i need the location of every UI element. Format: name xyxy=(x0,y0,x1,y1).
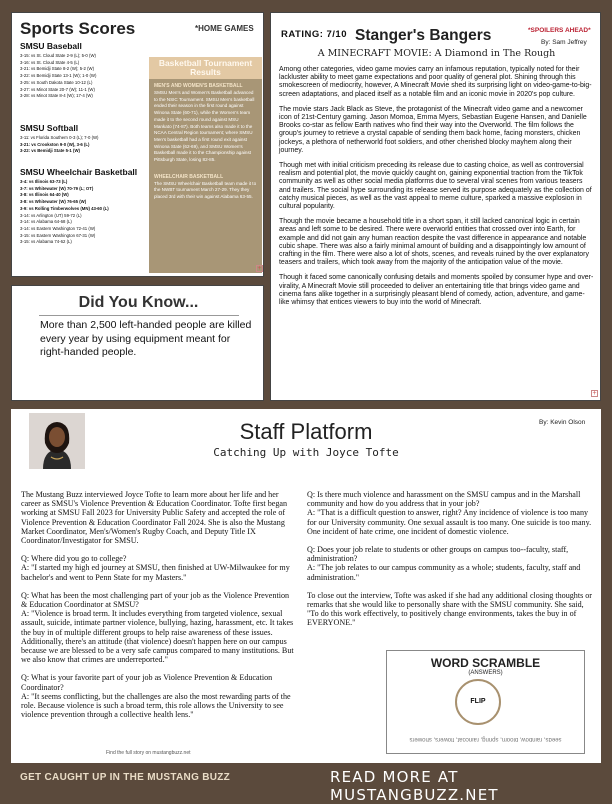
score-line: 3-22: vs Bemidji State 5-1 (W) xyxy=(20,148,80,154)
sports-scores-panel xyxy=(11,12,264,277)
stangers-bangers-panel xyxy=(270,12,601,401)
word-scramble-box xyxy=(386,650,585,754)
review-subtitle: A MINECRAFT MOVIE: A Diamond in The Rough xyxy=(317,48,556,59)
wheelchair-basketball-text: The SMSU Wheelchair Basketball team made it to the NWBT tournament March 27-29. They they placed 3rd with their win against Alabama 63-55. xyxy=(154,180,257,200)
word-scramble-subtitle: (ANSWERS) xyxy=(468,670,503,676)
footer-website[interactable]: READ MORE AT MUSTANGBUZZ.NET xyxy=(330,768,499,804)
score-line: 3-27: vs Minot State 20-7 (W); 11-1 (W) xyxy=(20,86,95,92)
staff-platform-panel xyxy=(11,409,601,763)
sports-scores-title: Sports Scores xyxy=(20,19,136,38)
interview-paragraph: Q: Is there much violence and harassment on the SMSU campus and in the Marshall community and how do you address that in your job? A: "That is a difficult question to answer, right? Any incidence of violence is too many for our University community. One sexual assault is too many. One suicide is too many. One incident of hate crime, one incident of domestic violence. xyxy=(307,490,592,536)
review-byline: By: Sam Jeffrey xyxy=(541,39,587,46)
score-line: 3-4: vs Illinois 63-73 (L) xyxy=(20,179,68,184)
wheelchair-heading: SMSU Wheelchair Basketball xyxy=(20,167,138,177)
interview-right-column xyxy=(307,490,592,637)
softball-heading: SMSU Softball xyxy=(20,123,79,133)
baseball-heading: SMSU Baseball xyxy=(20,41,82,51)
interview-paragraph: The Mustang Buzz interviewed Joyce Tofte to learn more about her life and her career as SMSU's Violence Prevention & Education Coordinator. Tofte first began working at SMSU Fall 2023 for University Public Safety and accepted the role of Violence Prevention & Education Coordinator Fall 2024. She is also the Mustang Market Coordinator, Men's/Women's Rugby Coach, and Deputy Title IX Coordinator/Investigator for SMSU. xyxy=(21,490,288,546)
review-body xyxy=(279,66,595,314)
review-paragraph: The movie stars Jack Black as Steve, the protagonist of the Minecraft video game and a newcomer icon of 21st-Century gaming. Jason Momoa, Emma Myers, Sebastian Eugene Hansen, and Danielle Brooks co-star as fellow Earth natives who find their way into the Overworld. The film follows the group's journey to retrieve a crystal capable of sending them back home, facing monsters, chicken jockeys, a plethora of netherworld foot soldiers, and other cherished blocky mayhem along their journey. xyxy=(279,105,587,154)
wheelchair-scores xyxy=(20,167,138,246)
stangers-bangers-title: Stanger's Bangers xyxy=(355,27,492,44)
wheelchair-basketball-heading: WHEELCHAIR BASKETBALL xyxy=(154,173,224,180)
full-story-link[interactable]: Find the full story on mustangbuzz.net xyxy=(106,750,191,756)
staff-platform-subtitle: Catching Up with Joyce Tofte xyxy=(213,446,399,459)
word-scramble-answers: seeds, rainbow, bloom, spring, raincoat, flowers, showers xyxy=(409,736,562,742)
did-you-know-title: Did You Know... xyxy=(12,294,265,316)
continue-plus-icon[interactable]: + xyxy=(592,390,597,397)
score-line: 3-9: vs Rolling Timberwolves (MN) 43-60 (L) xyxy=(20,205,109,211)
score-line: 3-14: vs Arlington (UT) 59-72 (L) xyxy=(20,212,82,218)
review-paragraph: Among other categories, video game movies carry an infamous reputation, typically noted for their lackluster ability to meet game expectations and poor quality of general plot. Shining through this smokescreen of mediocrity, however, A Minecraft Movie shed its surprising light on video-game-to-big-screen adaptations, and placed itself as a notable film and an iconic movie in 2020's pop culture. xyxy=(279,66,592,98)
score-line: 3-15: vs Alabama 74-62 (L) xyxy=(20,239,72,245)
word-scramble-title: WORD SCRAMBLE xyxy=(430,656,541,670)
score-line: 3-28: vs Minot State 8-4 (W); 17-4 (W) xyxy=(20,93,93,99)
score-line: 3-7: vs Whitewater (W) 70-79 (L; OT) xyxy=(20,185,94,191)
softball-scores xyxy=(20,123,135,155)
score-line: 3-8: vs Illinois 64-40 (W) xyxy=(20,192,69,198)
staff-byline: By: Kevin Olson xyxy=(539,419,586,426)
score-line: 3-16: vs St. Cloud State 4-5 (L) xyxy=(20,59,80,65)
score-line: 3-21: vs Bemidji State 8-2 (W); 5-2 (W) xyxy=(20,66,95,72)
interview-paragraph: Q: Does your job relate to students or other groups on campus too--faculty, staff, administration? A: "The job relates to our campus community as a whole; students, faculty, staff and administration." xyxy=(307,545,581,582)
interview-left-column xyxy=(21,490,296,728)
score-line: 3-21: vs Crookston 9-0 (W), 3-6 (L) xyxy=(20,141,90,147)
score-line: 3-8: vs Whitewater (W) 76-65 (W) xyxy=(20,199,87,205)
tournament-results-heading: Basketball Tournament Results xyxy=(149,57,262,79)
review-paragraph: Though the movie became a household title in a short span, it still lacked canonical logic in certain areas and left some to be desired. There were overworld entities that crossed over into Earth, for example and did not gain any human reaction despite the vast difference in appearance and notable cubic shape. There was also a fairly minimal amount of building and a disappointingly low amount of crafting in the film. There were also a lot of shots, scenes, and reveals ruined by the over explanatory teasers and trailers, which took away from the majority of the anticipation value of the movie. xyxy=(279,218,589,267)
mw-basketball-heading: MEN'S AND WOMEN'S BASKETBALL xyxy=(154,83,243,89)
home-games-note: *HOME GAMES xyxy=(195,24,254,33)
score-line: 3-22: vs Bemidji State 13-1 (W); 1-0 (W) xyxy=(20,73,97,79)
score-line: 3-25: vs South Dakota State 10-12 (L) xyxy=(20,79,93,85)
review-paragraph: Though it faced some canonically confusing details and moments spoiled by consumer hype and over-virality, A Minecraft Movie still proceeded to deliver an entertaining title that brings video game and cinema fans alike together in a surprisingly pleasant blend of comedy, action, adventure, and game-like whimsy that entices viewers to buy into the world of Minecraft. xyxy=(279,274,594,307)
did-you-know-fact: More than 2,500 left-handed people are killed every year by using equipment meant for right-handed people. xyxy=(40,319,252,359)
staff-platform-title: Staff Platform xyxy=(239,419,373,444)
movie-rating: RATING: 7/10 xyxy=(281,29,348,40)
tournament-results-box xyxy=(149,57,262,273)
score-line: 3-15: vs St. Cloud State 2-9 (L); 5-0 (W) xyxy=(20,53,96,58)
interview-paragraph: To close out the interview, Tofte was asked if she had any additional closing thoughts or remarks that she would like to personally share with the SMSU community. She said, "To do this work effectively, to positively change environments, takes the buy in of EVERYONE." xyxy=(307,590,593,628)
score-line: 3-11: vs Florida Southern 0-3 (L); 7-0 (W) xyxy=(20,135,99,140)
score-line: 3-14: vs Alabama 64-68 (L) xyxy=(20,219,72,225)
continue-plus-icon[interactable]: + xyxy=(257,265,262,272)
mw-basketball-text: SMSU Men's and Women's Basketball advanced to the NSIC Tournament. SMSU Men's basketball ended their season in the first round against Winona State (60-71), while the Women's team made it to the second round against MSU Mankato (74-87). Both teams also made it to the NCAA Central Region tournament; where SMSU Men's basketball had a first round exit against Winona State (62-69), and SMSU Women's Basketball made it to the Championship against Pittsburgh State, losing 82-85. xyxy=(154,90,255,163)
footer-tagline: GET CAUGHT UP IN THE MUSTANG BUZZ xyxy=(20,772,231,783)
did-you-know-panel xyxy=(11,285,264,401)
flip-icon[interactable]: FLIP xyxy=(455,679,501,725)
review-paragraph: Though met with initial criticism preceding its release due to casting choice, as well as controversial realism and potential plot, the movie quickly caught on, gaining exponential traction from the TikTok community as well as other social media platforms due to several viral scenes from various teasers and trailers. The social hype surrounding its release served its purpose adequately as the collection of catchy musical pieces, as well as the vast appeal to meme culture, sparked a massive explosion in cultural popularity. xyxy=(279,162,592,211)
interview-paragraph: Q: What has been the most challenging part of your job as the Violence Prevention & Education Coordinator at SMSU? A: "Violence is broad term. It includes everything from targeted violence, sexual assault, suicide, intimate partner violence, bullying, hazing, harassment, etc. It takes the buy in of multiple different groups to help raise awareness of these issues. Additionally, there's an attitude (that violence) doesn't happen here on our campus because we are blessed to be a very safe campus compared to many institutions. But we also know that crimes are underreported." xyxy=(21,590,294,665)
spoilers-warning: *SPOILERS AHEAD* xyxy=(528,27,591,34)
score-line: 3-14: vs Eastern Washington 72-41 (W) xyxy=(20,225,96,231)
interview-paragraph: Q: What is your favorite part of your job as Violence Prevention & Education Coordinator? A: "It seems conflicting, but the challenges are also the most rewarding parts of the role. Because violence is such a broad term, this role allows the University to see violence prevention through a collective health lens." xyxy=(21,673,291,720)
score-line: 3-15: vs Eastern Washington 67-31 (W) xyxy=(20,232,96,238)
interview-paragraph: Q: Where did you go to college? A: "I started my high ed journey at SMSU, then finished at UW-Milwaukee for my bachelor's and went to Penn State for my Masters." xyxy=(21,554,290,582)
baseball-scores xyxy=(20,41,135,100)
